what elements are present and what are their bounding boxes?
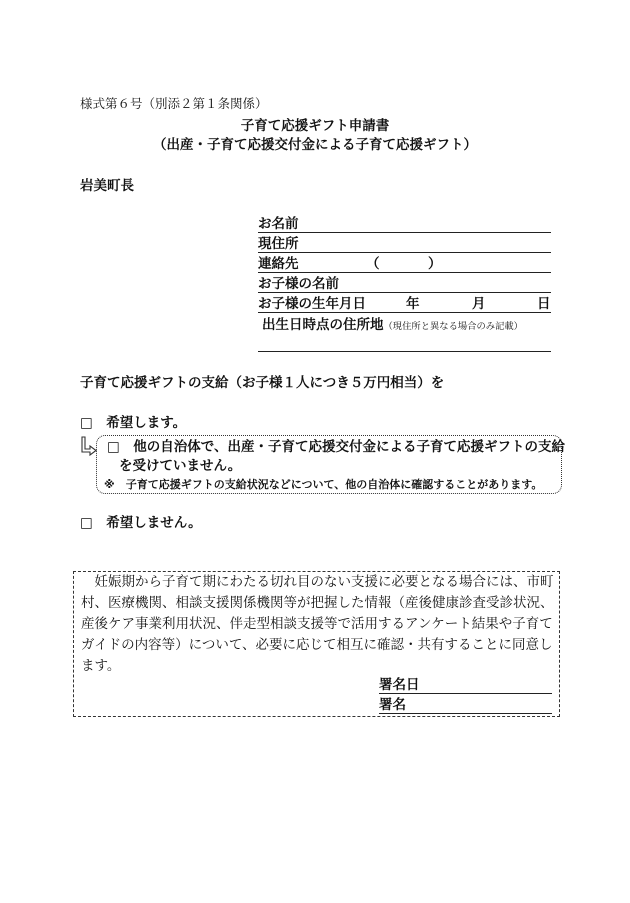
option-wish: □ 希望します。 (80, 415, 187, 431)
contact-field (258, 256, 551, 273)
consent-line: ます。 (81, 658, 121, 674)
sub-condition-box (96, 435, 565, 494)
signature-date-label: 署名日 (379, 677, 420, 693)
consent-line: 産後ケア事業利用状況、伴走型相談支援等で活用するアンケート結果や子育て (81, 616, 553, 632)
sub-condition-line-1: □ 他の自治体で、出産・子育て応援交付金による子育て応援ギフトの支給 (107, 439, 565, 455)
birth-address-label: 出生日時点の住所地 (262, 317, 384, 333)
sub-condition-note: ※ 子育て応援ギフトの支給状況などについて、他の自治体に確認することがあります。 (104, 478, 543, 491)
name-field (258, 216, 551, 233)
signature-label: 署名 (379, 697, 406, 713)
document-title: 子育て応援ギフト申請書 (240, 118, 390, 134)
birth-address-line (258, 351, 551, 352)
option-no-wish: □ 希望しません。 (80, 515, 202, 531)
address-field-label: 現住所 (258, 236, 299, 252)
form-number: 様式第６号（別添２第１条関係） (80, 96, 268, 111)
contact-field-label: 連絡先 (258, 256, 299, 272)
birthdate-day-unit: 日 (537, 296, 551, 312)
sub-condition-line-2: を受けていません。 (119, 458, 242, 474)
birth-address-field (262, 317, 523, 335)
contact-paren-close: ） (428, 256, 442, 272)
consent-line: ガイドの内容等）について、必要に応じて相互に確認・共有することに同意し (81, 637, 553, 653)
child-name-field (258, 276, 551, 293)
document-subtitle: （出産・子育て応援交付金による子育て応援ギフト） (153, 137, 477, 153)
contact-paren-open: （ (366, 256, 380, 272)
address-field (258, 236, 551, 253)
consent-box (73, 571, 560, 717)
birthdate-month-unit: 月 (472, 296, 486, 312)
signature-date-field (379, 677, 552, 694)
child-name-field-label: お子様の名前 (258, 276, 339, 292)
addressee: 岩美町長 (80, 178, 134, 194)
child-birthdate-label: お子様の生年月日 (258, 296, 366, 312)
consent-line: 妊娠期から子育て期にわたる切れ目のない支援に必要となる場合には、市町 (81, 574, 554, 590)
name-field-label: お名前 (258, 216, 299, 232)
birth-address-note: （現住所と異なる場合のみ記載） (383, 321, 523, 332)
birthdate-year-unit: 年 (406, 296, 420, 312)
child-birthdate-field (258, 296, 551, 313)
request-statement: 子育て応援ギフトの支給（お子様１人につき５万円相当）を (80, 375, 445, 391)
consent-line: 村、医療機関、相談支援関係機関等が把握した情報（産後健康診査受診状況、 (81, 595, 554, 611)
signature-field (379, 697, 552, 714)
